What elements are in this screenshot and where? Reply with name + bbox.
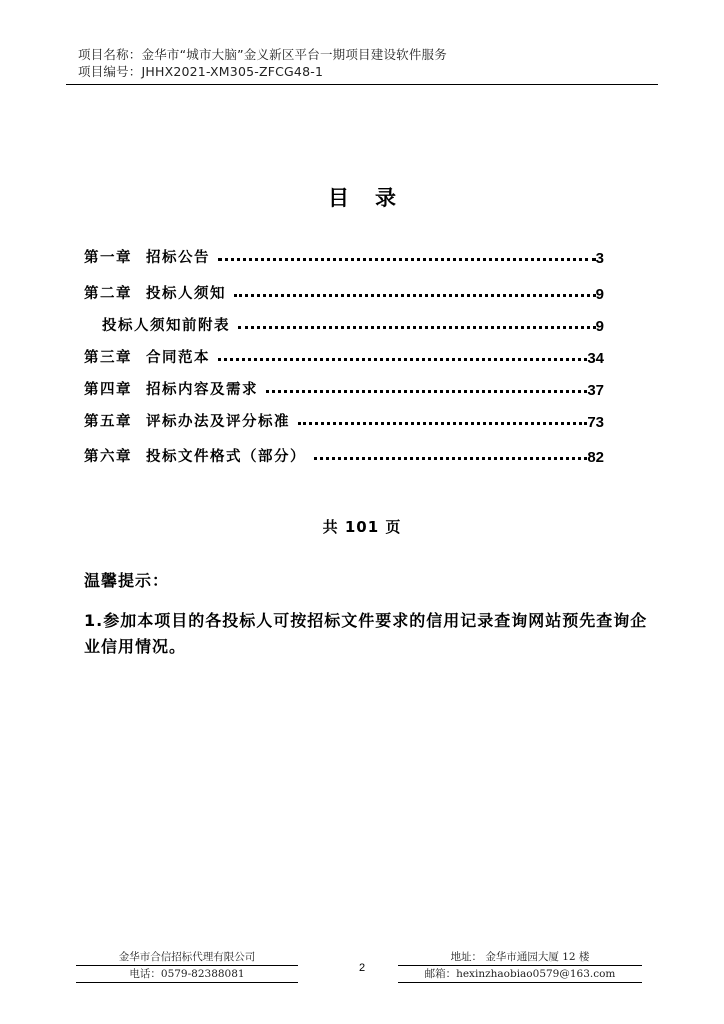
toc-leader [218,258,596,261]
toc-page: 34 [587,350,604,367]
page-number: 2 [358,962,366,974]
toc-leader [298,422,587,425]
toc-page: 82 [587,449,604,466]
toc-chapter: 第三章 [84,350,132,366]
toc-page: 9 [595,286,604,303]
footer-address: 地址： 金华市通园大厦 12 楼 [450,951,590,963]
footer-company: 金华市合信招标代理有限公司 [118,951,256,963]
footer-right [398,950,642,984]
toc-label: 招标公告 [146,250,210,266]
toc-page: 9 [595,318,604,335]
toc-leader [234,294,596,297]
toc-page: 37 [587,382,604,399]
toc-entry[interactable] [84,345,604,367]
toc-entry[interactable] [84,245,604,267]
toc-entry[interactable] [84,377,604,399]
toc-label: 投标文件格式（部分） [146,449,306,465]
footer-phone: 电话：0579-82388081 [129,968,245,980]
toc-label: 合同范本 [146,350,210,366]
toc-page: 73 [587,414,604,431]
toc-chapter: 第一章 [84,250,132,266]
toc-leader [266,390,587,393]
toc-label: 招标内容及需求 [146,382,258,398]
footer-divider [76,982,298,983]
toc-label: 投标人须知前附表 [102,318,230,334]
toc-leader [238,326,596,329]
toc-leader [218,358,587,361]
toc-chapter: 第五章 [84,414,132,430]
footer-divider [398,965,642,966]
toc-chapter: 第二章 [84,286,132,302]
toc-chapter: 第四章 [84,382,132,398]
toc-entry[interactable] [102,313,604,335]
toc-title: 目录 [328,186,422,210]
toc-entry[interactable] [84,281,604,303]
project-code: 项目编号：JHHX2021-XM305-ZFCG48-1 [78,64,324,79]
page-header [78,46,658,80]
toc-entry[interactable] [84,409,604,431]
toc-leader [314,457,587,460]
toc-chapter: 第六章 [84,449,132,465]
footer-divider [398,982,642,983]
toc-label: 投标人须知 [146,286,226,302]
project-name: 项目名称：金华市“城市大脑”金义新区平台一期项目建设软件服务 [78,47,447,62]
header-divider [66,84,658,85]
tips-body: 1.参加本项目的各投标人可按招标文件要求的信用记录查询网站预先查询企业信用情况。 [84,611,648,656]
footer-email: 邮箱：hexinzhaobiao0579@163.com [424,968,616,980]
tips-title: 温馨提示： [84,571,170,590]
toc-label: 评标办法及评分标准 [146,414,290,430]
total-pages: 共 101 页 [322,518,402,536]
toc-page: 3 [595,250,604,267]
toc-entry[interactable] [84,444,604,466]
